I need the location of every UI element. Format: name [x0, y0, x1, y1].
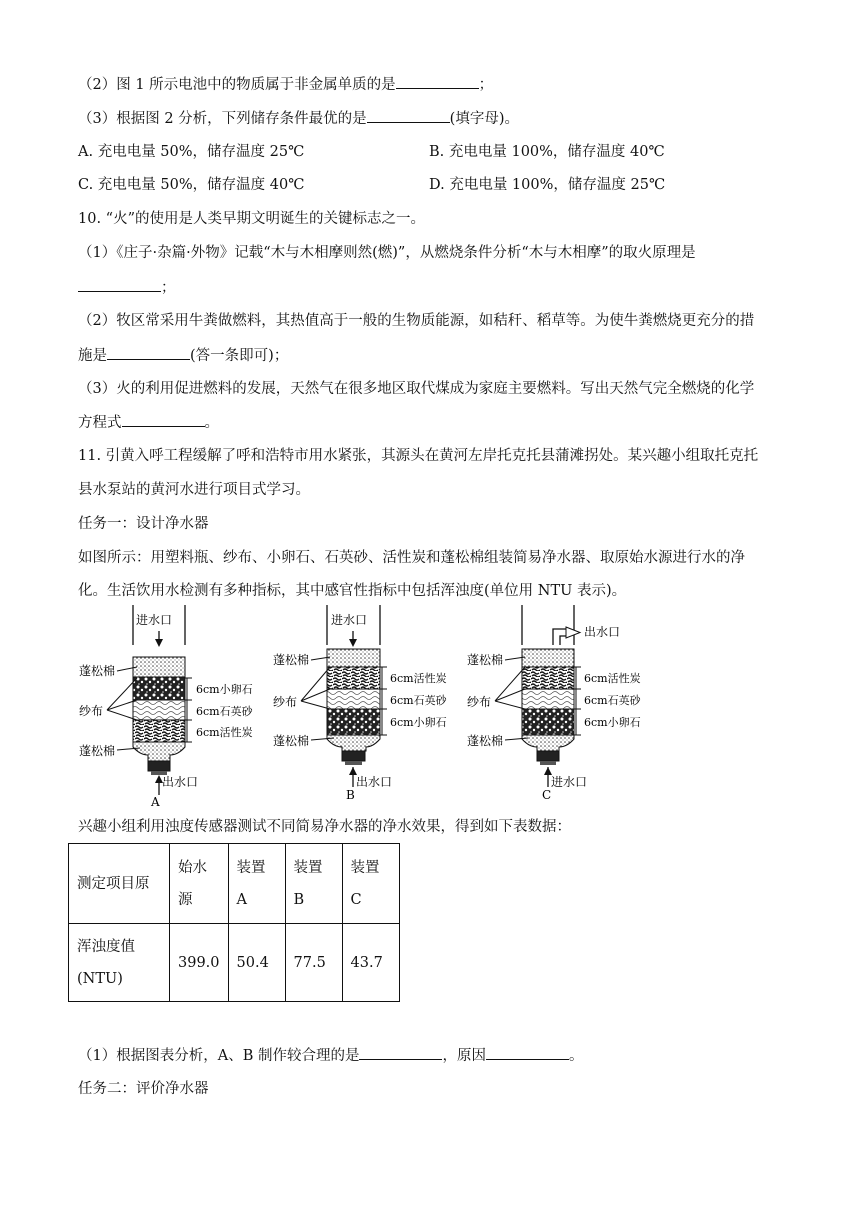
header-line: 始水	[178, 859, 207, 876]
q9-part3	[78, 108, 519, 129]
device-b-inlet-label: 进水口	[331, 613, 368, 627]
q9-part2	[78, 74, 493, 95]
table-header-cell: 测定项目原	[69, 844, 170, 924]
q9-option-a: A. 充电电量 50%，储存温度 25℃	[78, 144, 305, 160]
q11-desc-line1: 如图所示：用塑料瓶、纱布、小卵石、石英砂、活性炭和蓬松棉组装简易净水器、取原始水源进行水的净	[78, 550, 745, 566]
q9-part3-end: (填字母)。	[449, 111, 519, 127]
table-header-row	[69, 844, 400, 924]
table-cell: 399.0	[170, 924, 229, 1002]
q10-part2-text: 施是	[78, 348, 107, 364]
device-a-outlet-label: 出水口	[162, 775, 199, 789]
q11-part1-reason: ，原因	[442, 1048, 486, 1064]
answer-blank[interactable]	[396, 74, 479, 89]
q9-part2-text: （2）图 1 所示电池中的物质属于非金属单质的是	[78, 77, 396, 93]
device-b-layer1-label: 6cm活性炭	[390, 672, 447, 685]
device-b-layer3-label: 6cm小卵石	[390, 716, 447, 729]
header-line: 装置	[236, 859, 266, 876]
header-line: C	[350, 891, 362, 908]
table-header-cell	[285, 844, 342, 924]
device-c-layer3-label: 6cm小卵石	[584, 716, 641, 729]
q11-task1-heading: 任务一：设计净水器	[78, 516, 209, 532]
header-line: B	[293, 891, 305, 908]
row-label-line: (NTU)	[77, 970, 123, 987]
q11-part1-end: 。	[568, 1048, 584, 1064]
answer-blank[interactable]	[107, 345, 190, 360]
q10-part2-line2	[78, 345, 288, 366]
device-a-layer1-label: 6cm小卵石	[196, 683, 253, 696]
device-c-layer2-label: 6cm石英砂	[584, 694, 641, 707]
device-b-layer2-label: 6cm石英砂	[390, 694, 447, 707]
device-c-outlet-label: 出水口	[584, 625, 621, 639]
device-b-letter: B	[346, 788, 355, 802]
table-cell: 50.4	[228, 924, 285, 1002]
water-purifier-figure	[0, 605, 860, 820]
q11-stem-line2: 县水泵站的黄河水进行项目式学习。	[78, 482, 310, 498]
device-a-letter: A	[151, 795, 160, 809]
table-header-cell	[228, 844, 285, 924]
table-cell: 77.5	[285, 924, 342, 1002]
device-b	[273, 605, 448, 802]
answer-blank[interactable]	[367, 108, 450, 123]
device-c-layer1-label: 6cm活性炭	[584, 672, 641, 685]
q10-part2-line1: （2）牧区常采用牛粪做燃料，其热值高于一般的生物质能源，如秸秆、稻草等。为使牛粪燃烧更充分的措	[78, 313, 755, 329]
device-b-outlet-label: 出水口	[356, 775, 393, 789]
q9-option-c: C. 充电电量 50%，储存温度 40℃	[78, 177, 305, 193]
device-c-gauze-label: 纱布	[467, 695, 492, 709]
device-a	[79, 605, 254, 809]
table-cell: 43.7	[342, 924, 399, 1002]
device-c-inlet-label: 进水口	[551, 775, 588, 789]
header-line: A	[236, 891, 247, 908]
header-line: 装置	[293, 859, 323, 876]
q10-part3-line1: （3）火的利用促进燃料的发展，天然气在很多地区取代煤成为家庭主要燃料。写出天然气完全燃烧的化学	[78, 381, 755, 397]
header-line: 源	[178, 891, 193, 908]
q11-task2-heading: 任务二：评价净水器	[78, 1081, 209, 1097]
answer-blank[interactable]	[122, 412, 205, 427]
device-c	[467, 605, 642, 802]
table-row	[69, 924, 400, 1002]
q11-table-intro: 兴趣小组利用浊度传感器测试不同简易净水器的净水效果，得到如下表数据：	[78, 819, 571, 835]
q11-part1	[78, 1045, 583, 1066]
q9-option-d: D. 充电电量 100%，储存温度 25℃	[429, 177, 666, 193]
q11-stem-line1: 11. 引黄入呼工程缓解了呼和浩特市用水紧张，其源头在黄河左岸托克托县蒲滩拐处。某兴趣小组取托克托	[78, 448, 759, 464]
device-c-top-cotton-label: 蓬松棉	[467, 653, 504, 667]
device-b-gauze-label: 纱布	[273, 695, 298, 709]
table-header-cell	[342, 844, 399, 924]
row-label-line: 浑浊度值	[77, 938, 135, 955]
q10-part1-end: ；	[161, 280, 176, 296]
device-b-top-cotton-label: 蓬松棉	[273, 653, 310, 667]
q10-part3-end: 。	[204, 415, 219, 431]
device-a-top-cotton-label: 蓬松棉	[79, 664, 116, 678]
q11-part1-text: （1）根据图表分析，A、B 制作较合理的是	[78, 1048, 360, 1064]
header-line: 装置	[350, 859, 380, 876]
answer-blank[interactable]	[486, 1045, 569, 1060]
device-a-gauze-label: 纱布	[79, 704, 104, 718]
device-a-inlet-label: 进水口	[136, 613, 173, 627]
turbidity-table	[68, 843, 400, 1002]
table-cell	[69, 924, 170, 1002]
answer-blank[interactable]	[359, 1045, 442, 1060]
q10-part3-text: 方程式	[78, 415, 122, 431]
q9-part3-text: （3）根据图 2 分析，下列储存条件最优的是	[78, 111, 367, 127]
q11-desc-line2: 化。生活饮用水检测有多种指标，其中感官性指标中包括浑浊度(单位用 NTU 表示)。	[78, 583, 627, 599]
table-header-cell	[170, 844, 229, 924]
device-a-layer2-label: 6cm石英砂	[196, 705, 253, 718]
device-a-layer3-label: 6cm活性炭	[196, 726, 253, 739]
q10-part1-line2	[78, 277, 176, 298]
q10-part1-line1: （1）《庄子·杂篇·外物》记载“木与木相摩则然(燃)”，从燃烧条件分析“木与木相摩”的取火原理是	[78, 245, 696, 261]
q10-part3-line2	[78, 412, 219, 433]
q9-part2-end: ；	[478, 77, 494, 93]
device-c-letter: C	[542, 788, 552, 802]
q10-stem: 10. “火”的使用是人类早期文明诞生的关键标志之一。	[78, 211, 425, 227]
answer-blank[interactable]	[78, 277, 161, 292]
device-c-bottom-cotton-label: 蓬松棉	[467, 734, 504, 748]
device-a-bottom-cotton-label: 蓬松棉	[79, 744, 116, 758]
q9-option-b: B. 充电电量 100%，储存温度 40℃	[429, 144, 665, 160]
device-b-bottom-cotton-label: 蓬松棉	[273, 734, 310, 748]
q10-part2-end: (答一条即可)；	[190, 348, 289, 364]
